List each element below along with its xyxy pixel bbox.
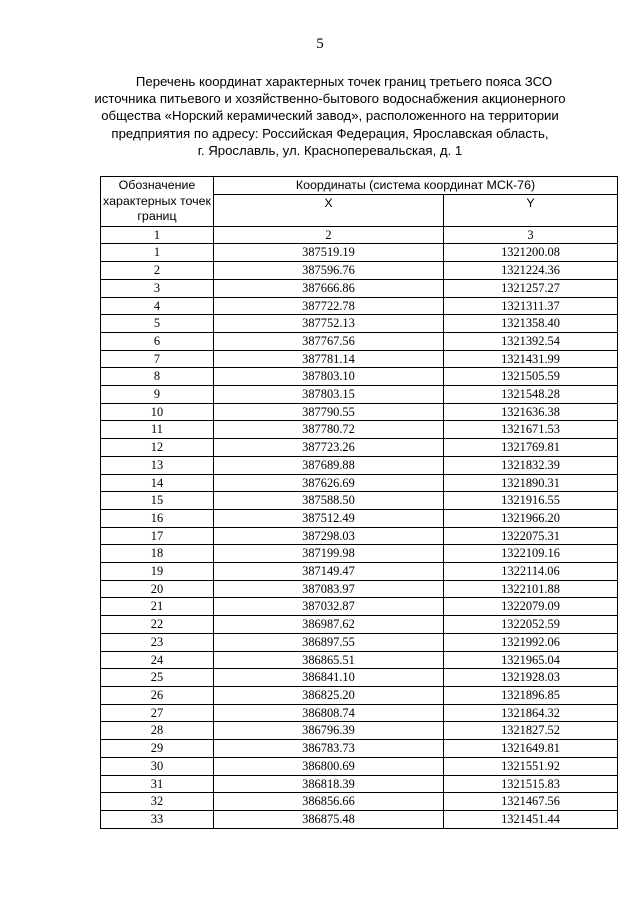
coord-y: 1321311.37 [444,297,618,315]
table-row [101,633,618,651]
title-line: общества «Норский керамический завод», расположенного на территории [101,108,559,124]
coord-y: 1321451.44 [444,810,618,828]
table-row [101,262,618,280]
point-number: 2 [101,262,214,280]
point-number: 8 [101,368,214,386]
coord-y: 1321200.08 [444,244,618,262]
table-row [101,332,618,350]
point-number: 15 [101,492,214,510]
coord-x: 386808.74 [214,704,444,722]
point-number: 3 [101,279,214,297]
point-number: 32 [101,793,214,811]
table-row [101,244,618,262]
point-number: 33 [101,810,214,828]
point-number: 16 [101,509,214,527]
coord-x: 387588.50 [214,492,444,510]
point-number: 24 [101,651,214,669]
table-row [101,686,618,704]
table-row [101,580,618,598]
coord-x: 387519.19 [214,244,444,262]
table-row [101,545,618,563]
coord-x: 386800.69 [214,757,444,775]
point-number: 4 [101,297,214,315]
table-body [101,244,618,828]
coord-y: 1322109.16 [444,545,618,563]
table-row [101,722,618,740]
coord-x: 386897.55 [214,633,444,651]
coord-x: 387149.47 [214,563,444,581]
coord-y: 1321965.04 [444,651,618,669]
point-number: 28 [101,722,214,740]
table-row [101,439,618,457]
coord-x: 387723.26 [214,439,444,457]
coord-y: 1322101.88 [444,580,618,598]
point-number: 23 [101,633,214,651]
coord-y: 1322079.09 [444,598,618,616]
coord-y: 1321827.52 [444,722,618,740]
header-point-designation: Обозначение характерных точек границ [101,177,214,227]
coord-x: 387790.55 [214,403,444,421]
coord-x: 387781.14 [214,350,444,368]
table-row [101,669,618,687]
point-number: 18 [101,545,214,563]
coord-y: 1321257.27 [444,279,618,297]
table-row [101,386,618,404]
coord-y: 1321467.56 [444,793,618,811]
coord-y: 1321636.38 [444,403,618,421]
coord-y: 1321392.54 [444,332,618,350]
coord-x: 387199.98 [214,545,444,563]
table-row [101,350,618,368]
point-number: 5 [101,315,214,333]
point-number: 20 [101,580,214,598]
coord-y: 1322052.59 [444,616,618,634]
header-x: X [214,194,444,226]
table-row [101,704,618,722]
table-row [101,509,618,527]
table-row [101,651,618,669]
point-number: 11 [101,421,214,439]
coord-y: 1321431.99 [444,350,618,368]
point-number: 14 [101,474,214,492]
point-number: 9 [101,386,214,404]
table-row [101,527,618,545]
point-number: 25 [101,669,214,687]
coord-x: 387780.72 [214,421,444,439]
table-row [101,793,618,811]
table-row [101,492,618,510]
coord-y: 1321358.40 [444,315,618,333]
point-number: 22 [101,616,214,634]
column-number: 1 [101,226,214,244]
coord-x: 386875.48 [214,810,444,828]
coord-y: 1321928.03 [444,669,618,687]
point-number: 21 [101,598,214,616]
table-row [101,810,618,828]
table-row [101,279,618,297]
table-row [101,757,618,775]
title-line: Перечень координат характерных точек границ третьего пояса ЗСО [135,74,553,89]
coord-x: 386987.62 [214,616,444,634]
point-number: 1 [101,244,214,262]
point-number: 6 [101,332,214,350]
coord-x: 386796.39 [214,722,444,740]
point-number: 7 [101,350,214,368]
point-number: 31 [101,775,214,793]
coord-x: 387596.76 [214,262,444,280]
coord-x: 387666.86 [214,279,444,297]
header-y: Y [444,194,618,226]
coord-y: 1321551.92 [444,757,618,775]
table-row [101,563,618,581]
coord-x: 387689.88 [214,456,444,474]
coord-x: 386783.73 [214,740,444,758]
coord-x: 386856.66 [214,793,444,811]
point-number: 29 [101,740,214,758]
table-row [101,775,618,793]
column-number: 3 [444,226,618,244]
coord-x: 386825.20 [214,686,444,704]
table-row [101,403,618,421]
coord-y: 1321224.36 [444,262,618,280]
point-number: 19 [101,563,214,581]
coord-x: 387032.87 [214,598,444,616]
table-row [101,315,618,333]
coord-y: 1322114.06 [444,563,618,581]
coord-y: 1321864.32 [444,704,618,722]
point-number: 12 [101,439,214,457]
table-row [101,297,618,315]
coord-y: 1322075.31 [444,527,618,545]
table-row [101,421,618,439]
table-row [101,368,618,386]
coord-y: 1321548.28 [444,386,618,404]
point-number: 13 [101,456,214,474]
coord-y: 1321896.85 [444,686,618,704]
document-title [80,73,580,159]
coord-y: 1321671.53 [444,421,618,439]
coord-y: 1321769.81 [444,439,618,457]
point-number: 26 [101,686,214,704]
point-number: 30 [101,757,214,775]
coord-x: 387767.56 [214,332,444,350]
coord-x: 386818.39 [214,775,444,793]
coord-y: 1321515.83 [444,775,618,793]
coord-y: 1321890.31 [444,474,618,492]
table-row [101,456,618,474]
table-row [101,616,618,634]
coord-x: 386865.51 [214,651,444,669]
coord-y: 1321992.06 [444,633,618,651]
title-line: г. Ярославль, ул. Красноперевальская, д. 1 [197,142,463,158]
coord-x: 387752.13 [214,315,444,333]
coord-x: 387083.97 [214,580,444,598]
coordinates-table [100,176,618,829]
coord-x: 387803.15 [214,386,444,404]
coord-y: 1321832.39 [444,456,618,474]
coord-x: 387803.10 [214,368,444,386]
coord-y: 1321505.59 [444,368,618,386]
coord-x: 387626.69 [214,474,444,492]
column-number: 2 [214,226,444,244]
table-row [101,598,618,616]
title-line: источника питьевого и хозяйственно-бытового водоснабжения акционерного [94,91,566,107]
header-coordinates: Координаты (система координат МСК-76) [214,177,618,195]
coord-y: 1321649.81 [444,740,618,758]
title-line: предприятия по адресу: Российская Федерация, Ярославская область, [111,125,549,141]
coord-x: 387722.78 [214,297,444,315]
coord-y: 1321966.20 [444,509,618,527]
table-row [101,474,618,492]
coord-x: 386841.10 [214,669,444,687]
point-number: 17 [101,527,214,545]
coord-x: 387512.49 [214,509,444,527]
point-number: 27 [101,704,214,722]
point-number: 10 [101,403,214,421]
coord-x: 387298.03 [214,527,444,545]
page-number: 5 [316,36,324,52]
coord-y: 1321916.55 [444,492,618,510]
table-row [101,740,618,758]
